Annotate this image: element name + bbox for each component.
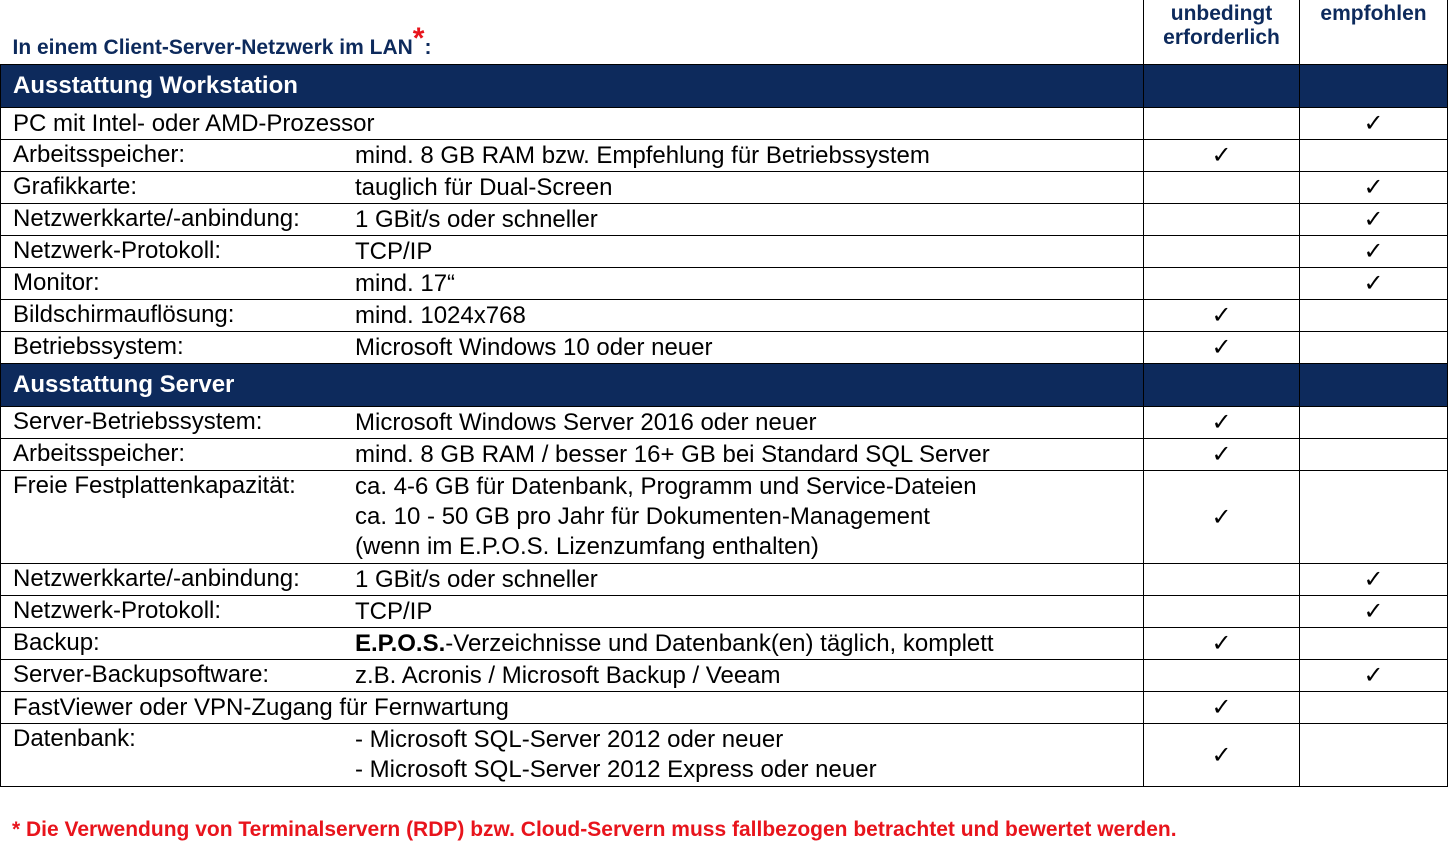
checkmark-icon: ✓: [1211, 302, 1232, 329]
requirement-label: Server-Backupsoftware:: [13, 660, 270, 688]
requirement-value-line: [355, 532, 977, 562]
checkmark-icon: ✓: [1363, 270, 1384, 297]
checkmark-icon: ✓: [1211, 630, 1232, 657]
checkmark-icon: ✓: [1211, 694, 1232, 721]
requirement-value-text: z.B. Acronis / Microsoft Backup / Veeam: [355, 661, 781, 689]
required-cell: [1144, 407, 1300, 439]
table-row: [1, 204, 1448, 236]
recommended-cell: [1300, 660, 1448, 692]
recommended-cell: [1300, 332, 1448, 364]
requirement-label: Freie Festplattenkapazität:: [13, 472, 296, 499]
requirement-pair: [1, 565, 1143, 595]
title-colon: :: [424, 36, 432, 59]
requirement-label: Bildschirmauflösung:: [13, 300, 235, 328]
recommended-cell: [1300, 172, 1448, 204]
requirement-value-text: mind. 17“: [355, 269, 456, 297]
checkmark-icon: ✓: [1363, 206, 1384, 233]
recommended-cell: [1300, 596, 1448, 628]
table-row: [1, 660, 1448, 692]
requirement-value-line: [355, 565, 598, 595]
requirement-value-line: [355, 301, 526, 331]
requirement-value: [355, 440, 990, 470]
requirement-value: [355, 205, 598, 235]
requirement-value-text: mind. 1024x768: [355, 301, 526, 329]
requirement-label: Datenbank:: [13, 725, 136, 752]
requirement-value-line: [355, 237, 432, 267]
requirement-value: [355, 269, 455, 299]
requirement-value: [355, 661, 781, 691]
section-cell-recommended: [1300, 364, 1448, 407]
requirement-value: [355, 725, 877, 785]
requirement-pair: [1, 333, 1143, 363]
requirement-pair: [1, 269, 1143, 299]
recommended-cell: [1300, 692, 1448, 724]
requirement-value: [355, 333, 713, 363]
requirement-label: Backup:: [13, 628, 100, 656]
section-title: Ausstattung Workstation: [1, 65, 1144, 108]
section-cell-required: [1144, 65, 1300, 108]
requirement-value-text: Microsoft Windows Server 2016 oder neuer: [355, 408, 817, 436]
requirement-label: Arbeitsspeicher:: [13, 140, 186, 168]
requirement-value-text: mind. 8 GB RAM bzw. Empfehlung für Betriebssystem: [355, 141, 930, 169]
checkmark-icon: ✓: [1211, 503, 1232, 531]
requirement-value-text: 1 GBit/s oder schneller: [355, 205, 598, 233]
section-title: Ausstattung Server: [1, 364, 1144, 407]
requirement-value-line: [355, 173, 612, 203]
required-cell: [1144, 172, 1300, 204]
requirement-cell: [1, 108, 1144, 140]
requirement-cell: [1, 471, 1144, 564]
recommended-cell: [1300, 204, 1448, 236]
footnote: * Die Verwendung von Terminalservern (RDP) bzw. Cloud-Servern muss fallbezogen betrachtet und bewertet werden.: [12, 818, 1177, 841]
requirement-label: Netzwerk-Protokoll:: [13, 236, 222, 264]
table-row: [1, 140, 1448, 172]
requirement-pair: [1, 597, 1143, 627]
column-header-required-line1: unbedingt: [1170, 2, 1273, 25]
page-title: [1, 0, 1144, 65]
table-row: [1, 236, 1448, 268]
required-cell: [1144, 204, 1300, 236]
requirement-value: [355, 301, 526, 331]
table-row: [1, 407, 1448, 439]
required-cell: [1144, 140, 1300, 172]
recommended-cell: [1300, 471, 1448, 564]
requirement-pair: [1, 205, 1143, 235]
requirement-cell: [1, 172, 1144, 204]
product-name: E.P.O.S.: [355, 629, 446, 657]
required-cell: [1144, 439, 1300, 471]
section-cell-recommended: [1300, 65, 1448, 108]
requirement-value-text: - Microsoft SQL-Server 2012 oder neuer: [355, 726, 784, 753]
requirement-cell: [1, 407, 1144, 439]
requirement-label: Grafikkarte:: [13, 172, 138, 200]
checkmark-icon: ✓: [1363, 598, 1384, 625]
requirement-value-line: [355, 440, 990, 470]
section-cell-required: [1144, 364, 1300, 407]
checkmark-icon: ✓: [1211, 441, 1232, 468]
requirement-cell: [1, 596, 1144, 628]
table-row: [1, 692, 1448, 724]
requirement-pair: [1, 141, 1143, 171]
requirement-label: Arbeitsspeicher:: [13, 439, 186, 467]
checkmark-icon: ✓: [1363, 174, 1384, 201]
required-cell: [1144, 471, 1300, 564]
recommended-cell: [1300, 628, 1448, 660]
recommended-cell: [1300, 300, 1448, 332]
required-cell: [1144, 724, 1300, 787]
table-row: [1, 628, 1448, 660]
requirement-value-line: [355, 755, 877, 785]
requirement-cell: [1, 692, 1144, 724]
requirement-pair: [1, 440, 1143, 470]
requirement-value-text: ca. 4-6 GB für Datenbank, Programm und Service-Dateien: [355, 473, 977, 500]
recommended-cell: [1300, 268, 1448, 300]
recommended-cell: [1300, 108, 1448, 140]
requirement-label: Netzwerkkarte/-anbindung:: [13, 564, 300, 592]
table-row: [1, 439, 1448, 471]
requirement-cell: [1, 204, 1144, 236]
checkmark-icon: ✓: [1363, 662, 1384, 689]
required-cell: [1144, 236, 1300, 268]
recommended-cell: [1300, 439, 1448, 471]
recommended-cell: [1300, 236, 1448, 268]
requirement-value-line: [355, 141, 930, 171]
requirement-label: Netzwerkkarte/-anbindung:: [13, 204, 300, 232]
requirement-pair: [1, 408, 1143, 438]
table-row: [1, 268, 1448, 300]
requirement-value-line: [355, 269, 455, 299]
table-row: [1, 564, 1448, 596]
requirement-value-text: - Microsoft SQL-Server 2012 Express oder neuer: [355, 756, 877, 783]
requirement-cell: [1, 140, 1144, 172]
required-cell: [1144, 108, 1300, 140]
requirement-value-text: 1 GBit/s oder schneller: [355, 565, 598, 593]
table-row: [1, 596, 1448, 628]
recommended-cell: [1300, 140, 1448, 172]
requirement-value-text: ca. 10 - 50 GB pro Jahr für Dokumenten-Management: [355, 503, 930, 530]
requirement-cell: [1, 236, 1144, 268]
requirement-cell: [1, 660, 1144, 692]
table-row: [1, 108, 1448, 140]
column-header-required: [1144, 0, 1300, 65]
column-header-recommended-text: empfohlen: [1320, 2, 1427, 25]
checkmark-icon: ✓: [1211, 334, 1232, 361]
checkmark-icon: ✓: [1363, 110, 1384, 137]
requirement-cell: [1, 564, 1144, 596]
table-row: [1, 724, 1448, 787]
required-cell: [1144, 332, 1300, 364]
requirement-label: FastViewer oder VPN-Zugang für Fernwartung: [13, 693, 509, 721]
requirement-pair: [1, 629, 1143, 659]
requirement-pair: [1, 173, 1143, 203]
section-header-row: [1, 65, 1448, 108]
requirement-cell: [1, 332, 1144, 364]
title-asterisk: *: [412, 22, 425, 55]
requirement-value: [355, 237, 432, 267]
requirement-label: Netzwerk-Protokoll:: [13, 596, 222, 624]
recommended-cell: [1300, 724, 1448, 787]
requirement-label: Monitor:: [13, 268, 100, 296]
requirement-value: [355, 141, 930, 171]
requirement-cell: [1, 268, 1144, 300]
table-row: [1, 332, 1448, 364]
recommended-cell: [1300, 407, 1448, 439]
requirement-value-line: [355, 597, 432, 627]
section-header-row: [1, 364, 1448, 407]
requirement-value: [355, 472, 977, 562]
requirement-cell: [1, 439, 1144, 471]
checkmark-icon: ✓: [1211, 409, 1232, 436]
requirement-value-line: [355, 629, 994, 659]
requirement-value-line: [355, 725, 877, 755]
requirement-value-line: [355, 661, 781, 691]
checkmark-icon: ✓: [1211, 142, 1232, 169]
table-row: [1, 471, 1448, 564]
requirement-value-line: [355, 205, 598, 235]
requirement-value-text: tauglich für Dual-Screen: [355, 173, 613, 201]
checkmark-icon: ✓: [1211, 741, 1232, 769]
required-cell: [1144, 268, 1300, 300]
required-cell: [1144, 692, 1300, 724]
requirement-value-line: [355, 502, 977, 532]
column-header-recommended: [1300, 0, 1448, 65]
requirement-label: PC mit Intel- oder AMD-Prozessor: [13, 109, 375, 137]
requirement-pair: [1, 661, 1143, 691]
requirement-value-line: [355, 333, 713, 363]
requirement-cell: [1, 300, 1144, 332]
requirement-pair: [1, 725, 1143, 785]
requirement-pair: [1, 301, 1143, 331]
required-cell: [1144, 628, 1300, 660]
page-title-text: In einem Client-Server-Netzwerk im LAN: [12, 36, 413, 59]
requirement-value: [355, 565, 598, 595]
requirement-value-text: mind. 8 GB RAM / besser 16+ GB bei Standard SQL Server: [355, 440, 990, 468]
requirement-cell: [1, 724, 1144, 787]
checkmark-icon: ✓: [1363, 238, 1384, 265]
requirement-value-text: (wenn im E.P.O.S. Lizenzumfang enthalten): [355, 533, 819, 560]
requirement-value-text: Microsoft Windows 10 oder neuer: [355, 333, 713, 361]
table-row: [1, 172, 1448, 204]
requirement-value: [355, 408, 817, 438]
required-cell: [1144, 300, 1300, 332]
requirement-pair: [1, 237, 1143, 267]
requirement-value-text: TCP/IP: [355, 597, 433, 625]
requirement-label: Betriebssystem:: [13, 332, 184, 360]
checkmark-icon: ✓: [1363, 566, 1384, 593]
required-cell: [1144, 660, 1300, 692]
requirement-value: [355, 597, 432, 627]
requirement-value-text: TCP/IP: [355, 237, 433, 265]
required-cell: [1144, 596, 1300, 628]
header-row: [1, 0, 1448, 65]
table-row: [1, 300, 1448, 332]
requirement-value-text: -Verzeichnisse und Datenbank(en) täglich, komplett: [445, 629, 994, 657]
requirement-label: Server-Betriebssystem:: [13, 407, 263, 435]
requirement-value-line: [355, 472, 977, 502]
column-header-required-line2: erforderlich: [1163, 26, 1280, 49]
requirement-cell: [1, 628, 1144, 660]
recommended-cell: [1300, 564, 1448, 596]
requirement-value: [355, 629, 994, 659]
requirement-value-line: [355, 408, 817, 438]
requirement-value: [355, 173, 612, 203]
requirement-pair: [1, 472, 1143, 562]
required-cell: [1144, 564, 1300, 596]
